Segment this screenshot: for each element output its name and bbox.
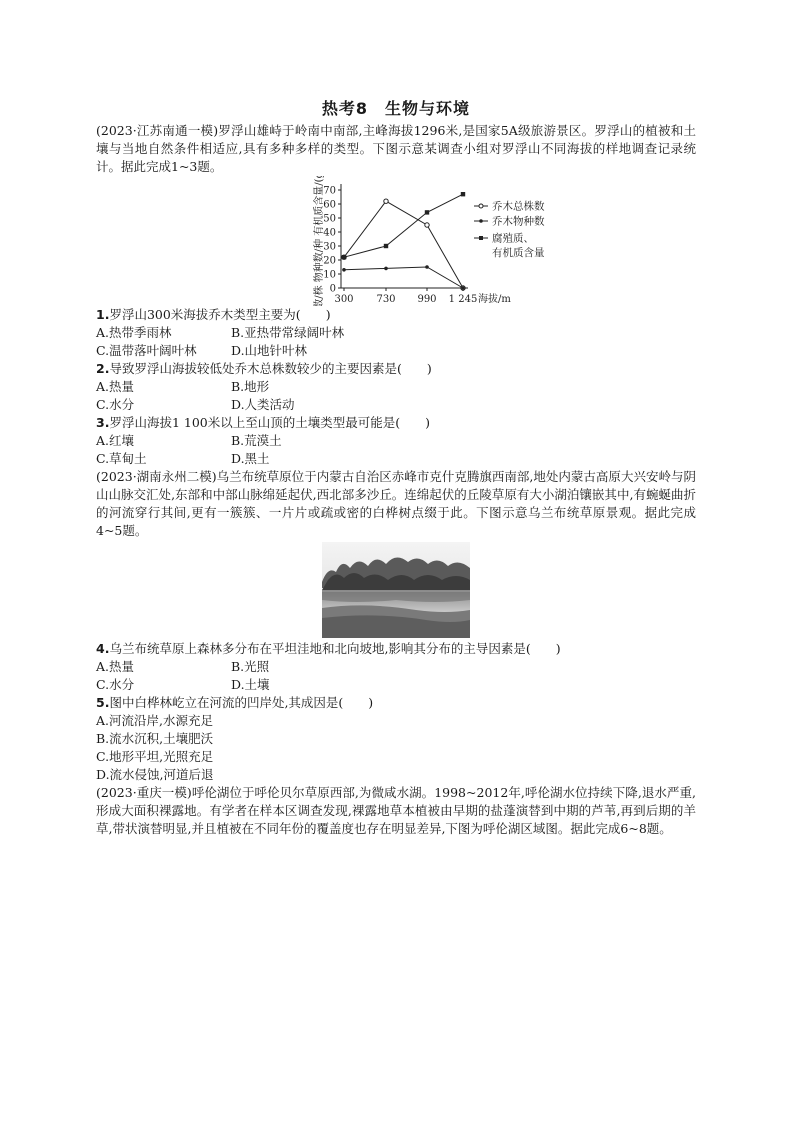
x-tick-label: 300: [334, 294, 354, 305]
question-3: [96, 414, 696, 468]
passage-3: (2023·重庆一模)呼伦湖位于呼伦贝尔草原西部,为微咸水湖。1998~2012年,呼伦湖水位持续下降,退水严重,形成大面积裸露地。有学者在样本区调查发现,裸露地草本植被由早期的盐蓬演替到中期的芦苇,再到后期的羊草,带状演替明显,并且植被在不同年份的覆盖度也存在明显差异,下图为呼伦湖区域图。据此完成6~8题。: [96, 785, 696, 836]
series-line: [344, 267, 463, 288]
question-text: 图中白桦林屹立在河流的凹岸处,其成因是( ): [109, 695, 374, 710]
option: C.温带落叶阔叶林: [96, 343, 197, 358]
question-number: 5.: [96, 695, 110, 710]
question-1: [96, 306, 696, 360]
legend-label: 乔木总株数: [492, 200, 545, 213]
option-row: [96, 450, 696, 468]
data-point: [425, 210, 429, 214]
option: C.水分: [96, 397, 135, 412]
page-title: 热考8 生物与环境: [321, 99, 471, 118]
series-line: [344, 201, 463, 288]
question-text: 导致罗浮山海拔较低处乔木总株数较少的主要因素是( ): [109, 361, 432, 376]
option-row: [96, 396, 696, 414]
option: D.山地针叶林: [231, 343, 308, 358]
data-point: [461, 286, 465, 290]
chart-container: [96, 176, 696, 306]
option: D.土壤: [231, 677, 270, 692]
option: B.地形: [231, 379, 270, 394]
data-point: [384, 199, 388, 203]
x-axis-label: 海拔/m: [478, 294, 511, 305]
series-line: [344, 194, 463, 257]
legend-label: 腐殖质、: [492, 232, 534, 245]
option: A.热量: [96, 379, 135, 394]
option-row: [96, 432, 696, 450]
question-text: 罗浮山300米海拔乔木类型主要为( ): [109, 307, 331, 322]
y-tick-label: 40: [323, 227, 336, 239]
question-text: 乌兰布统草原上森林多分布在平坦洼地和北向坡地,影响其分布的主导因素是( ): [109, 641, 561, 656]
option: A.红壤: [96, 433, 135, 448]
y-tick-label: 50: [323, 213, 336, 225]
data-point: [384, 244, 388, 248]
question-5: [96, 694, 696, 784]
option: A.热带季雨林: [96, 325, 172, 340]
data-point: [342, 268, 346, 272]
option-row: [96, 342, 696, 360]
question-2: [96, 360, 696, 414]
data-point: [342, 255, 346, 259]
option: C.草甸土: [96, 451, 147, 466]
x-tick-label: 1 245: [448, 294, 478, 305]
y-axis-label: 总株数/株 物种数/种 有机质含量/(g·kg⁻¹): [314, 176, 325, 306]
option: D.人类活动: [231, 397, 295, 412]
x-tick-label: 990: [417, 294, 437, 305]
line-chart: [96, 176, 696, 306]
question-number: 4.: [96, 641, 110, 656]
legend-marker: [479, 236, 483, 240]
legend-label: 有机质含量: [492, 247, 545, 259]
legend-label: 乔木物种数: [492, 215, 545, 228]
y-tick-label: 60: [323, 199, 336, 211]
option: C.地形平坦,光照充足: [96, 749, 214, 764]
option: B.荒漠土: [231, 433, 282, 448]
y-tick-label: 20: [323, 255, 336, 267]
y-tick-label: 0: [329, 283, 336, 295]
question-block-2: [96, 640, 696, 694]
option: D.黑土: [231, 451, 270, 466]
y-tick-label: 70: [323, 185, 336, 197]
legend-marker: [479, 204, 483, 208]
question-text: 罗浮山海拔1 100米以上至山顶的土壤类型最可能是( ): [109, 415, 430, 430]
option-row: [96, 324, 696, 342]
question-number: 1.: [96, 307, 110, 322]
x-tick-label: 730: [376, 294, 396, 305]
option: C.水分: [96, 677, 135, 692]
option: B.光照: [231, 659, 270, 674]
data-point: [425, 265, 429, 269]
option: B.亚热带常绿阔叶林: [231, 325, 345, 340]
question-block-1: [96, 306, 696, 468]
option: D.流水侵蚀,河道后退: [96, 767, 214, 782]
option: A.热量: [96, 659, 135, 674]
option-row: [96, 676, 696, 694]
data-point: [384, 267, 388, 271]
option: A.河流沿岸,水源充足: [96, 713, 213, 728]
data-point: [461, 192, 465, 196]
option-row: [96, 658, 696, 676]
question-number: 2.: [96, 361, 110, 376]
passage-2: (2023·湖南永州二模)乌兰布统草原位于内蒙古自治区赤峰市克什克腾旗西南部,地处内蒙古高原大兴安岭与阴山山脉交汇处,东部和中部山脉绵延起伏,西北部多沙丘。连绵起伏的丘陵草原有大小湖泊镶嵌其中,有蜿蜒曲折的河流穿行其间,更有一簇簇、一片片或疏或密的白桦树点缀于此。下图示意乌兰布统草原景观。据此完成4~5题。: [96, 469, 696, 538]
passage-1: (2023·江苏南通一模)罗浮山雄峙于岭南中南部,主峰海拔1296米,是国家5A级旅游景区。罗浮山的植被和土壤与当地自然条件相适应,具有多种多样的类型。下图示意某调查小组对罗浮山不同海拔的样地调查记录统计。据此完成1~3题。: [96, 123, 696, 174]
grassland-photo: [96, 540, 696, 640]
question-4: [96, 640, 696, 694]
legend-marker: [479, 219, 483, 223]
option-row: [96, 378, 696, 396]
question-number: 3.: [96, 415, 110, 430]
y-tick-label: 30: [323, 241, 336, 253]
data-point: [425, 223, 429, 227]
option: B.流水沉积,土壤肥沃: [96, 731, 214, 746]
photo-container: [96, 540, 696, 640]
y-tick-label: 10: [323, 269, 336, 281]
document-page: [96, 96, 696, 838]
